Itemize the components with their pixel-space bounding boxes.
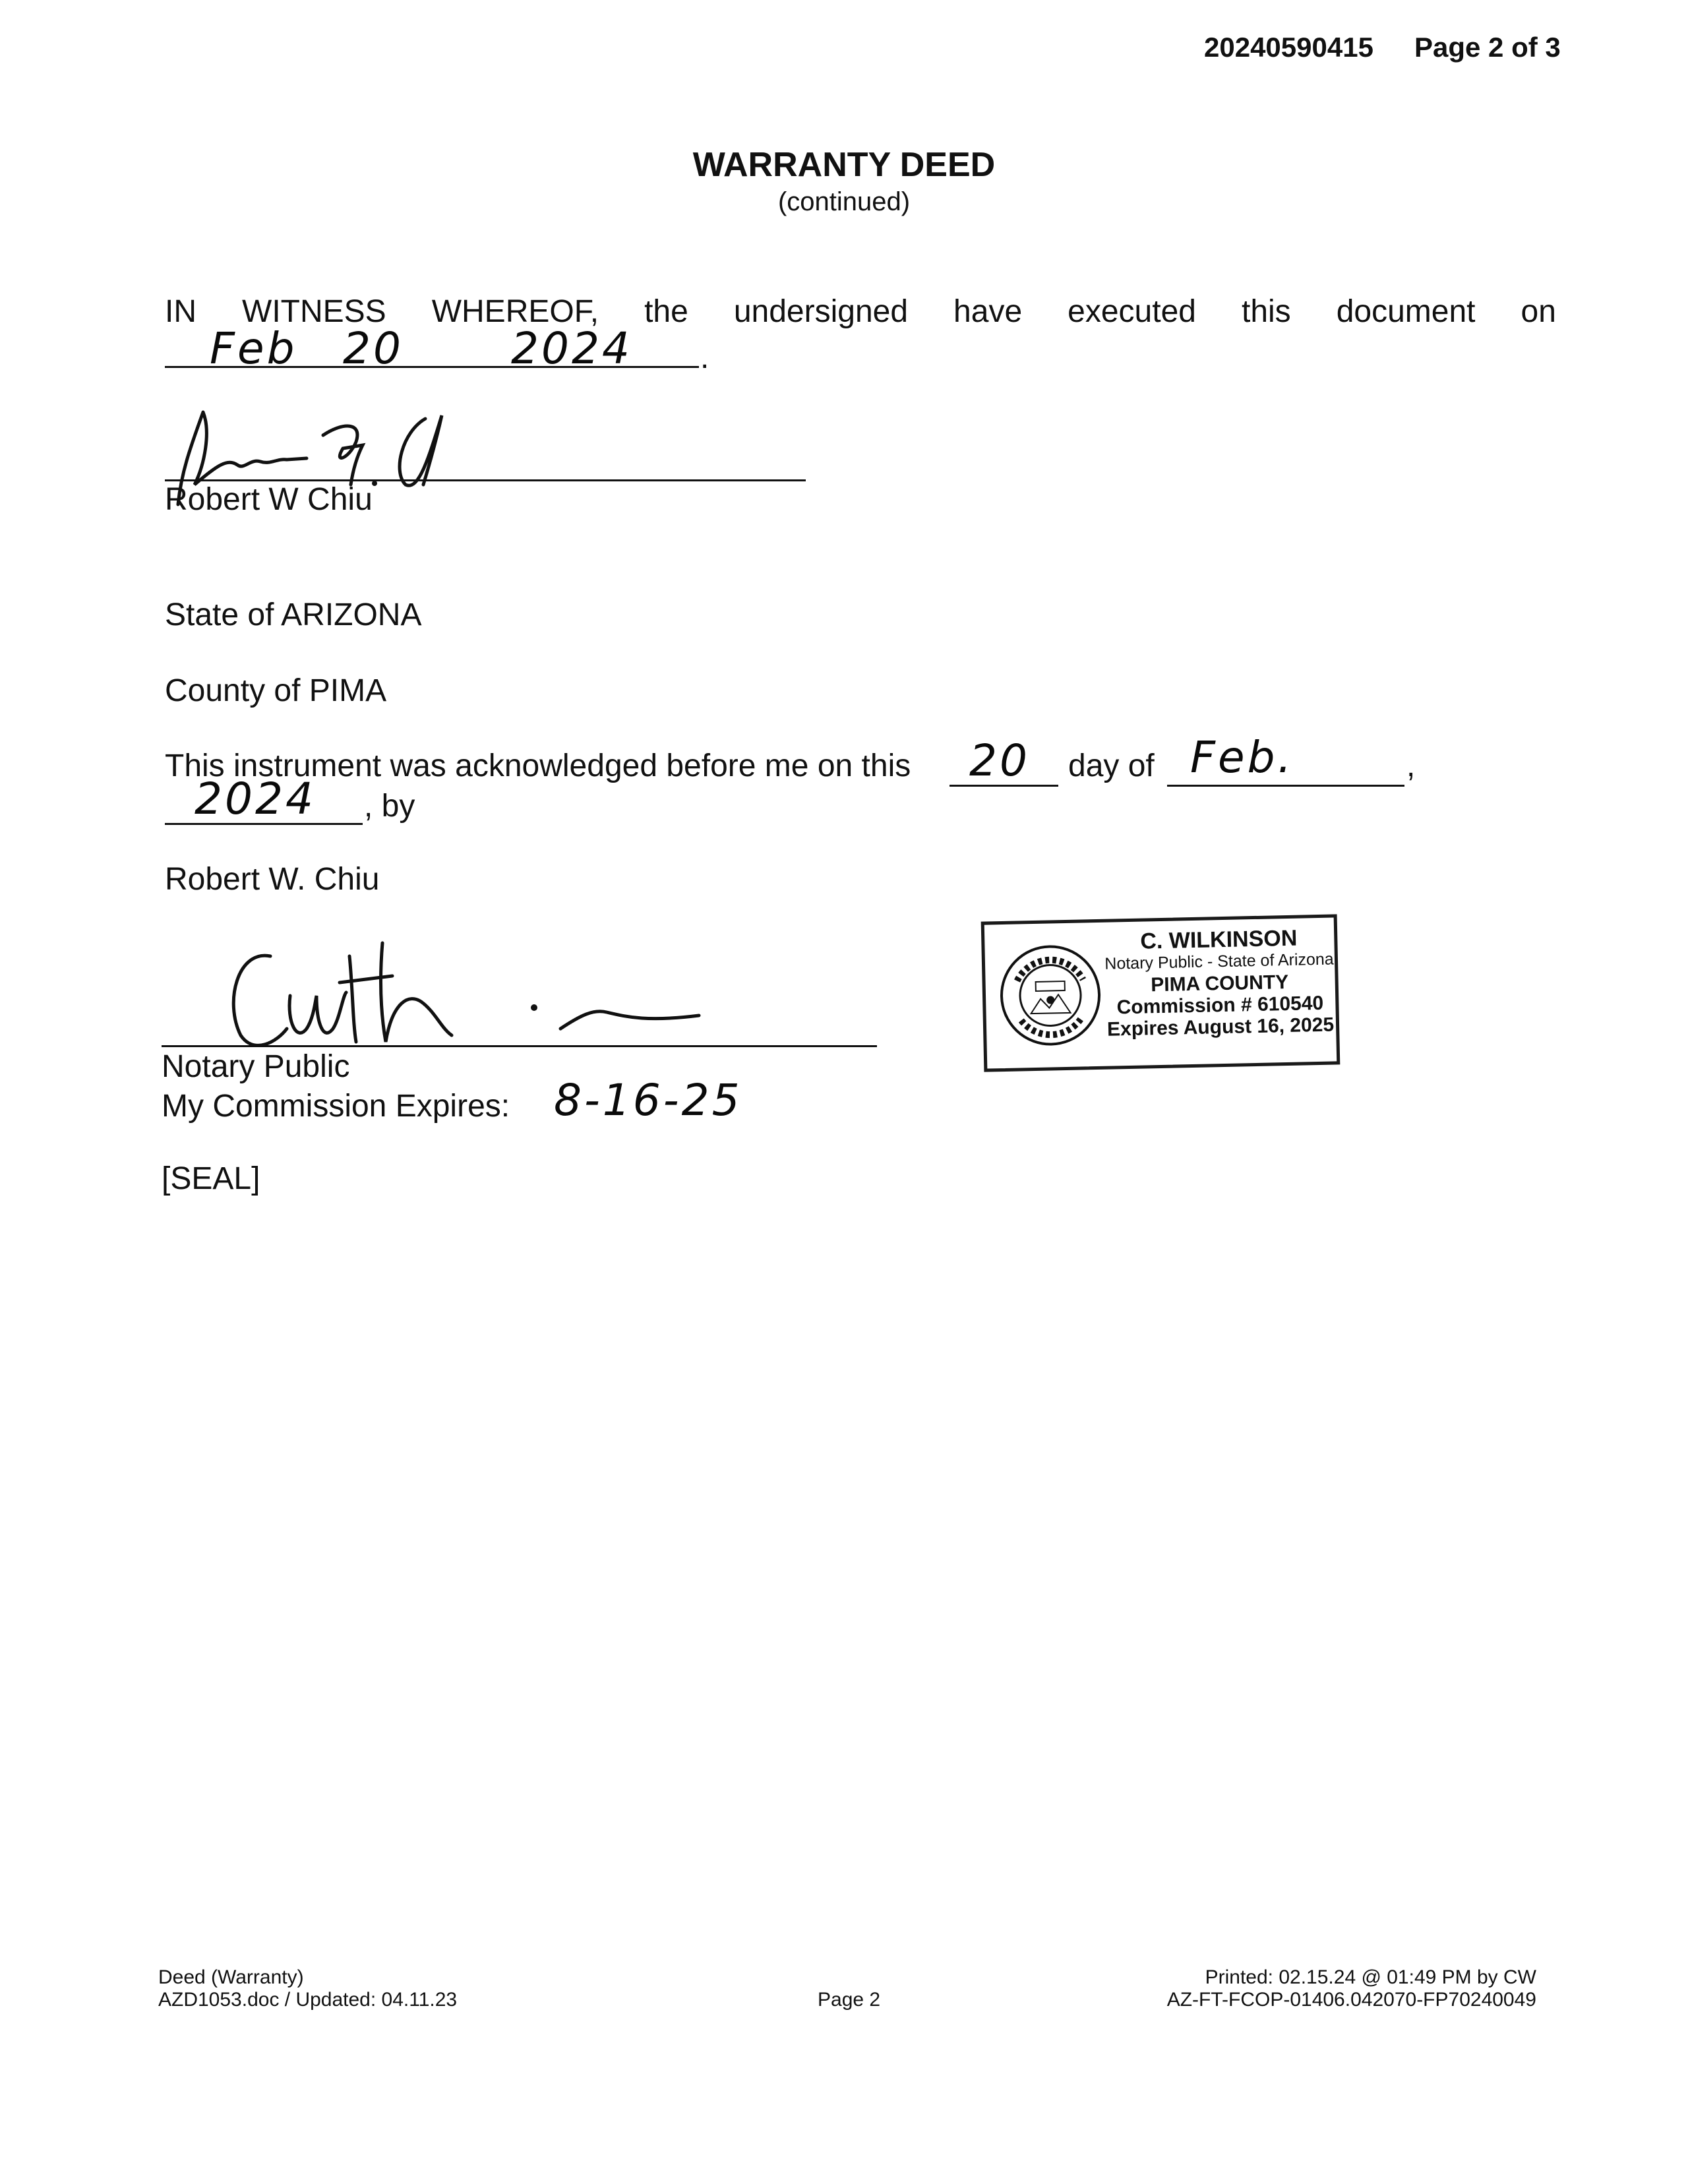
witness-word: on [1521, 294, 1556, 329]
stamp-notary-state: Notary Public - State of Arizona [1104, 950, 1334, 973]
document-title: WARRANTY DEED [692, 146, 996, 184]
page-indicator: Page 2 of 3 [1414, 32, 1561, 63]
state-line: State of ARIZONA [165, 597, 422, 632]
ack-by: , by [364, 789, 415, 824]
footer-reference: AZ-FT-FCOP-01406.042070-FP70240049 [1166, 1989, 1536, 2011]
grantor-name: Robert W Chiu [165, 482, 373, 517]
handwritten-day: 20 [343, 323, 404, 374]
witness-word: document [1336, 294, 1476, 329]
handwritten-year: 2024 [511, 323, 632, 374]
footer-form-file: AZD1053.doc / Updated: 04.11.23 [158, 1989, 458, 2011]
footer-page-number: Page 2 [818, 1989, 881, 2011]
witness-word: executed [1068, 294, 1196, 329]
witness-word: WITNESS [242, 294, 386, 329]
ack-signer-name: Robert W. Chiu [165, 862, 380, 897]
witness-word: this [1241, 294, 1291, 329]
witness-word: the [644, 294, 688, 329]
footer-left [158, 1966, 457, 2011]
seal-label: [SEAL] [162, 1161, 260, 1196]
witness-word: have [953, 294, 1023, 329]
notary-signature-line [162, 1045, 877, 1047]
footer-form-name: Deed (Warranty) [158, 1966, 304, 1988]
handwritten-commission-date: 8-16-25 [554, 1075, 742, 1126]
stamp-county: PIMA COUNTY [1150, 971, 1289, 996]
notary-title: Notary Public [162, 1049, 350, 1084]
document-number: 20240590415 [1204, 32, 1373, 63]
handwritten-ack-month: Feb. [1190, 732, 1294, 783]
ack-comma: , [1406, 748, 1416, 783]
witness-word: undersigned [733, 294, 909, 329]
document-subtitle: (continued) [777, 187, 911, 216]
witness-word: WHEREOF, [431, 294, 599, 329]
handwritten-ack-year: 2024 [195, 774, 316, 824]
handwritten-ack-day: 20 [969, 735, 1030, 786]
stamp-expiration: Expires August 16, 2025 [1106, 1014, 1335, 1041]
footer-printed: Printed: 02.15.24 @ 01:49 PM by CW [1205, 1966, 1536, 1988]
stamp-notary-name: C. WILKINSON [1139, 925, 1298, 954]
county-line: County of PIMA [165, 673, 387, 708]
ack-day-of: day of [1068, 748, 1155, 783]
arizona-seal-icon [996, 933, 1104, 1058]
footer-right [1081, 1966, 1536, 2011]
witness-word: IN [165, 294, 196, 329]
acknowledgment-text: This instrument was acknowledged before me on this [165, 748, 911, 783]
handwritten-month: Feb [210, 323, 297, 374]
notary-signature [224, 930, 712, 1055]
stamp-commission-number: Commission # 610540 [1116, 992, 1324, 1019]
date-period: . [700, 340, 709, 375]
notary-stamp [981, 914, 1341, 1072]
commission-expires-label: My Commission Expires: [162, 1089, 510, 1124]
ack-month-blank [1167, 785, 1404, 787]
